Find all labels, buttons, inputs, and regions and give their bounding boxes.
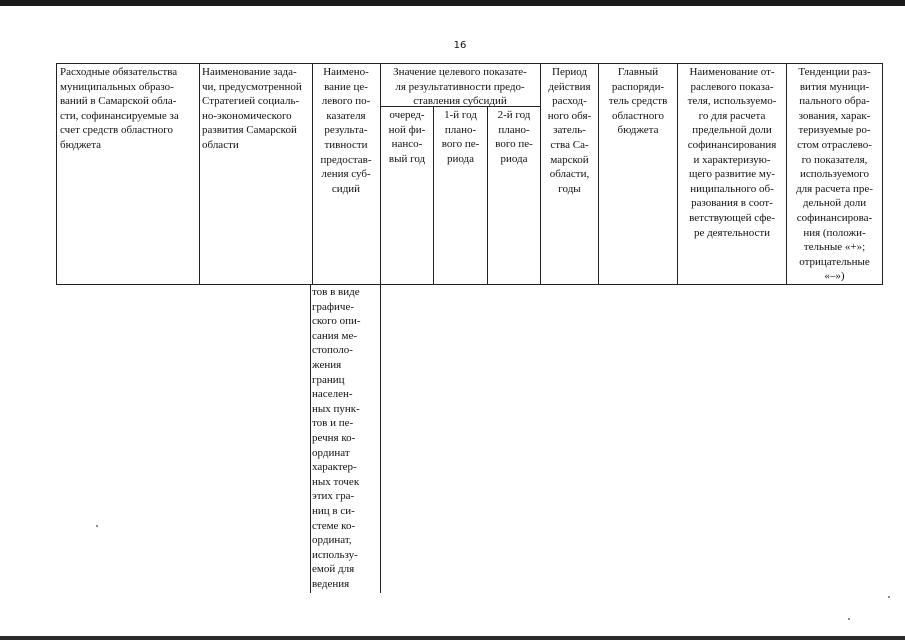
column-divider (312, 63, 313, 285)
header-strategy-task: Наименование зада- чи, предусмотренной Стратегией социаль- но-экономического развития Самарской области (202, 66, 302, 151)
continuation-left-border (310, 285, 311, 593)
column-divider (786, 63, 787, 285)
header-next-fiscal-year: очеред- ной фи- нансо- вый год (388, 109, 426, 165)
header-chief-budget-manager: Главный распоряди- тель средств областного бюджета (608, 66, 668, 137)
subcolumn-divider (487, 106, 488, 285)
indicator-continuation-text: тов в виде графиче- ского опи- сания ме- стополо- жения границ населен- ных пунк- тов и пе- речня ко- ординат характер- ных точек этих гра- ниц в си- стеме ко- ординат, использу- емой для ведения (312, 286, 361, 590)
continuation-right-border (380, 285, 381, 593)
header-target-indicator-values: Значение целевого показате- ля результативности предо- ставления субсидий (393, 66, 527, 108)
header-development-trends: Тенденции раз- вития муници- пального обра- зования, харак- теризуемые ро- стом отраслево- го показателя, используемого для расчета пре- дельной доли софинансирова- ния (положи- тельные «+»; отрицательные «–») (796, 66, 873, 283)
column-divider (199, 63, 200, 285)
scan-speck (96, 525, 98, 527)
column-divider (598, 63, 599, 285)
column-divider (677, 63, 678, 285)
subcolumn-divider (433, 106, 434, 285)
scan-speck (888, 596, 890, 598)
column-divider (540, 63, 541, 285)
header-target-indicator: Наимено- вание це- левого по- казателя результа- тивности предостав- ления суб- сидий (320, 66, 372, 195)
header-plan-year-1: 1-й год плано- вого пе- риода (441, 109, 480, 165)
scan-top-edge (0, 0, 905, 6)
scan-bottom-edge (0, 636, 905, 640)
page-number: 16 (453, 40, 467, 51)
header-plan-year-2: 2-й год плано- вого пе- риода (495, 109, 533, 165)
column-divider (380, 63, 381, 285)
header-expenditure-obligations: Расходные обязательства муниципальных образо- ваний в Самарской обла- сти, софинансируемые за счет средств областного бюджета (60, 66, 179, 151)
header-obligation-period: Период действия расход- ного обя- затель- ства Са- марской области, годы (547, 66, 592, 195)
header-sector-indicator: Наименование от- раслевого показа- теля, используемо- го для расчета предельной доли софинансирования и характеризую- щего развитие му- ниципального об- разования в соот- ветствующей сфе- ре деятельности (687, 66, 777, 239)
scan-speck (848, 618, 850, 620)
